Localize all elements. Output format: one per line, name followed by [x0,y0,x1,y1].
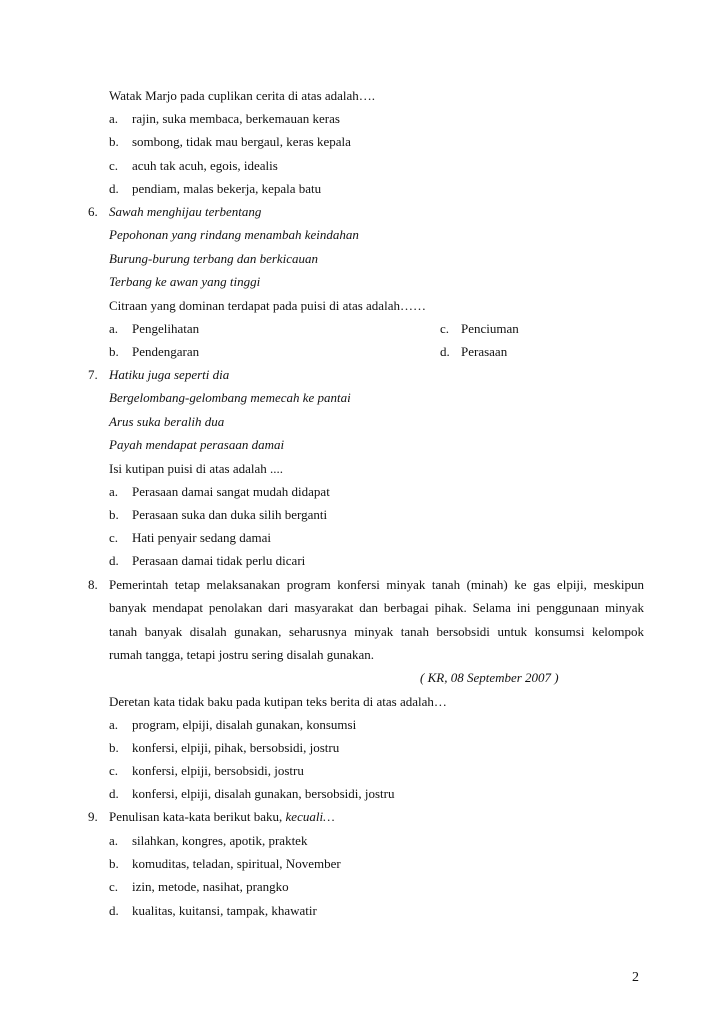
option-letter: d. [109,786,119,801]
q6-poem-line-3: Burung-burung terbang dan berkicauan [109,251,319,266]
option-letter: b. [109,134,119,149]
q8-stem: Deretan kata tidak baku pada kutipan teks berita di atas adalah… [109,694,447,709]
q8-source: ( KR, 08 September 2007 ) [420,670,559,685]
option-text: konfersi, elpiji, disalah gunakan, bersobsidi, jostru [132,786,395,801]
q7-poem-line-3: Arus suka beralih dua [109,414,225,429]
q7-stem: Isi kutipan puisi di atas adalah .... [109,461,284,476]
option-text: konfersi, elpiji, pihak, bersobsidi, jostru [132,740,340,755]
option-letter: a. [109,717,119,732]
option-text: Perasaan [461,344,508,359]
option-letter: a. [109,484,119,499]
option-letter: c. [440,321,450,336]
option-letter: d. [109,553,119,568]
q7-poem-line-4: Payah mendapat perasaan damai [109,437,285,452]
q8-paragraph-line-1: Pemerintah tetap melaksanakan program konfersi minyak tanah (minah) ke gas elpiji, meskipun [109,577,644,592]
option-letter: d. [109,181,119,196]
page-number: 2 [632,970,639,985]
option-text: Perasaan damai sangat mudah didapat [132,484,330,499]
option-text: pendiam, malas bekerja, kepala batu [132,181,322,196]
option-letter: c. [109,763,119,778]
option-text: sombong, tidak mau bergaul, keras kepala [132,134,351,149]
option-text: izin, metode, nasihat, prangko [132,879,289,894]
q8-paragraph-line-4: rumah tangga, tetapi jostru sering disalah gunakan. [109,647,374,662]
option-text: program, elpiji, disalah gunakan, konsumsi [132,717,357,732]
option-text: silahkan, kongres, apotik, praktek [132,833,308,848]
q5-stem: Watak Marjo pada cuplikan cerita di atas adalah…. [109,88,376,103]
option-letter: c. [109,530,119,545]
option-text: Hati penyair sedang damai [132,530,271,545]
q6-stem: Citraan yang dominan terdapat pada puisi di atas adalah…… [109,298,426,313]
option-letter: b. [109,740,119,755]
q8-paragraph-line-2: banyak mendapat penolakan dari masyarakat dan berbagai pihak. Selama ini penggunaan minyak [109,600,644,615]
question-number: 7. [88,367,98,382]
stem-text: Penulisan kata-kata berikut baku, [109,809,286,824]
option-text: komuditas, teladan, spiritual, November [132,856,341,871]
option-letter: a. [109,833,119,848]
option-text: konfersi, elpiji, bersobsidi, jostru [132,763,304,778]
poem-line: Sawah menghijau terbentang [109,204,262,219]
question-number: 8. [88,577,98,592]
option-letter: d. [109,903,119,918]
question-number: 9. [88,809,98,824]
q6-poem-line-4: Terbang ke awan yang tinggi [109,274,261,289]
q6-poem-line-2: Pepohonan yang rindang menambah keindahan [109,227,359,242]
option-letter: b. [109,507,119,522]
q8-paragraph-line-3: tanah banyak disalah gunakan, seharusnya minyak tanah bersobsidi untuk konsumsi kelompok [109,624,644,639]
option-letter: d. [440,344,450,359]
question-number: 6. [88,204,98,219]
q7-poem-line-2: Bergelombang-gelombang memecah ke pantai [109,390,351,405]
option-letter: b. [109,344,119,359]
option-text: Pengelihatan [132,321,200,336]
option-text: Perasaan damai tidak perlu dicari [132,553,306,568]
poem-line: Hatiku juga seperti dia [109,367,230,382]
option-text: kualitas, kuitansi, tampak, khawatir [132,903,317,918]
option-text: rajin, suka membaca, berkemauan keras [132,111,340,126]
option-letter: c. [109,879,119,894]
q9-stem [109,809,335,825]
option-letter: c. [109,158,119,173]
option-letter: a. [109,111,119,126]
option-text: Pendengaran [132,344,200,359]
option-text: acuh tak acuh, egois, idealis [132,158,278,173]
option-text: Penciuman [461,321,519,336]
stem-italic-text: kecuali… [285,809,335,824]
option-text: Perasaan suka dan duka silih berganti [132,507,328,522]
option-letter: a. [109,321,119,336]
option-letter: b. [109,856,119,871]
